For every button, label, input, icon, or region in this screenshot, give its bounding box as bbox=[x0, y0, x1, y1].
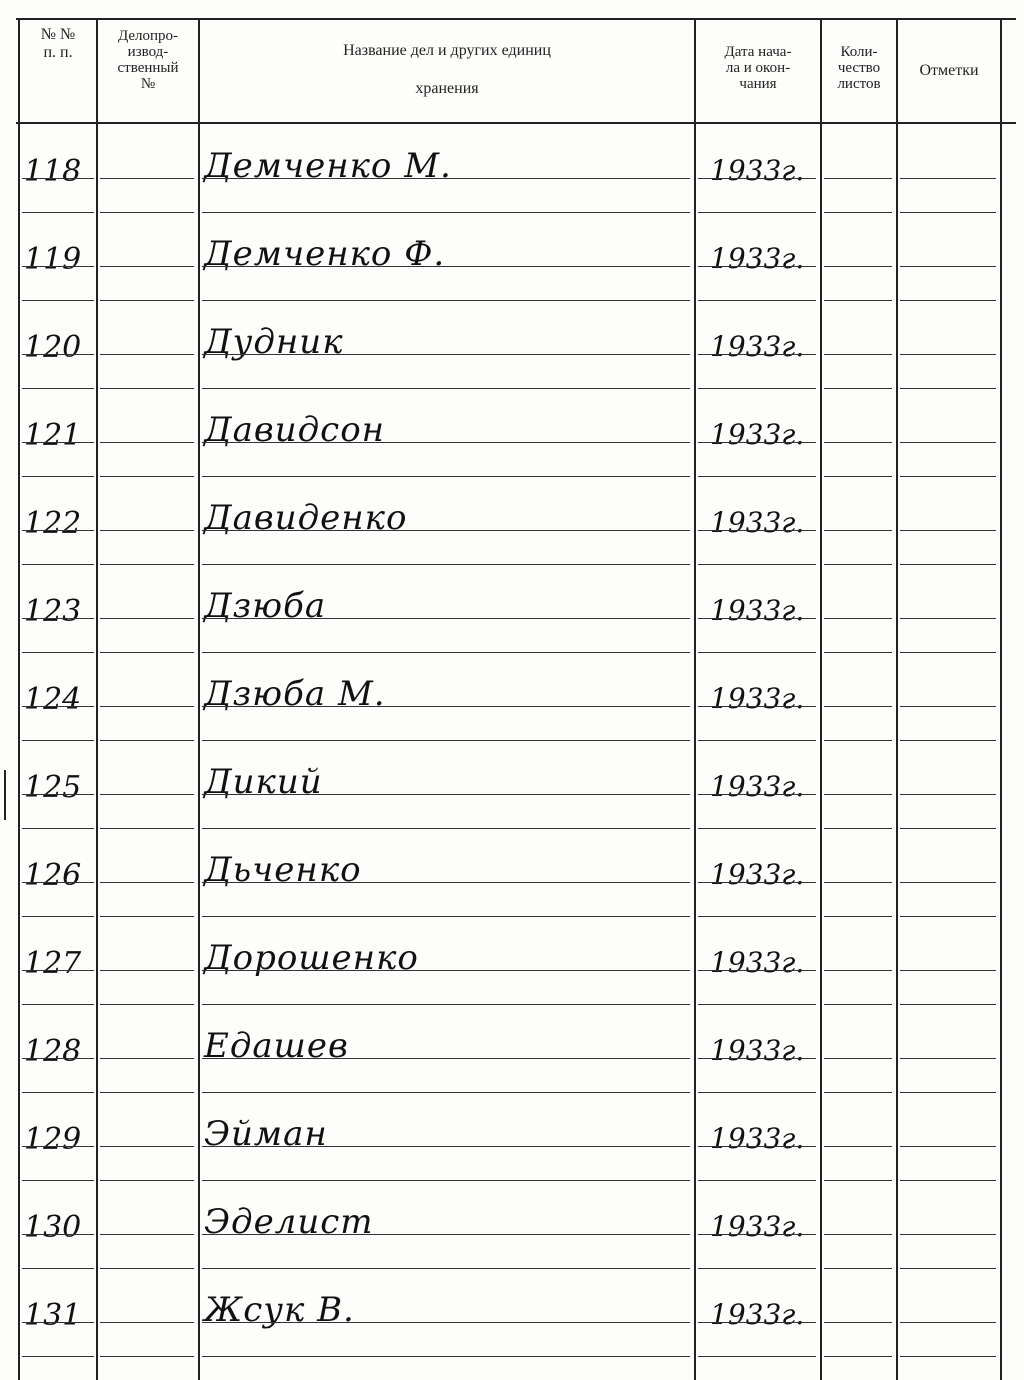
table-row bbox=[0, 918, 1024, 1006]
header-office-line4: № bbox=[140, 76, 156, 92]
row-underline bbox=[824, 1234, 892, 1235]
row-separator bbox=[900, 828, 996, 829]
row-separator bbox=[100, 1180, 194, 1181]
row-separator bbox=[824, 388, 892, 389]
header-sheets-line1: Коли- bbox=[840, 44, 878, 60]
header-num-line2: п. п. bbox=[43, 44, 73, 61]
row-separator bbox=[22, 1180, 94, 1181]
row-separator bbox=[100, 212, 194, 213]
row-underline bbox=[824, 266, 892, 267]
header-office-number bbox=[98, 28, 198, 92]
header-dates bbox=[696, 44, 820, 92]
row-separator bbox=[698, 1356, 816, 1357]
row-separator bbox=[22, 212, 94, 213]
table-row bbox=[0, 830, 1024, 918]
row-name: Эделист bbox=[204, 1202, 374, 1242]
header-num-line1: № № bbox=[40, 26, 76, 43]
row-underline bbox=[824, 618, 892, 619]
row-underline bbox=[824, 530, 892, 531]
row-date: 1933г. bbox=[710, 1122, 805, 1155]
row-number: 131 bbox=[24, 1298, 82, 1333]
row-separator bbox=[824, 828, 892, 829]
row-separator bbox=[202, 476, 690, 477]
row-separator bbox=[22, 1268, 94, 1269]
row-separator bbox=[900, 476, 996, 477]
row-separator bbox=[824, 1268, 892, 1269]
row-name: Дзюба bbox=[204, 586, 327, 626]
row-underline bbox=[22, 970, 94, 971]
header-sheets-line2: чество bbox=[837, 60, 881, 76]
row-underline bbox=[202, 618, 690, 619]
row-underline bbox=[900, 442, 996, 443]
row-underline bbox=[202, 1322, 690, 1323]
row-underline bbox=[698, 178, 816, 179]
row-underline bbox=[698, 1058, 816, 1059]
row-underline bbox=[824, 1322, 892, 1323]
row-name: Дьченко bbox=[204, 850, 362, 890]
row-separator bbox=[824, 300, 892, 301]
row-underline bbox=[202, 882, 690, 883]
row-underline bbox=[900, 530, 996, 531]
table-row bbox=[0, 566, 1024, 654]
row-underline bbox=[698, 442, 816, 443]
row-separator bbox=[900, 1004, 996, 1005]
row-separator bbox=[900, 1092, 996, 1093]
row-number: 124 bbox=[24, 682, 82, 717]
header-sheets bbox=[822, 44, 896, 92]
row-separator bbox=[22, 1004, 94, 1005]
row-name: Едашев bbox=[204, 1026, 349, 1066]
row-separator bbox=[698, 300, 816, 301]
row-underline bbox=[698, 1234, 816, 1235]
row-separator bbox=[202, 652, 690, 653]
row-underline bbox=[698, 1322, 816, 1323]
header-title-line1: Название дел и других единиц bbox=[343, 42, 551, 59]
row-number: 119 bbox=[24, 242, 82, 277]
row-separator bbox=[202, 388, 690, 389]
row-separator bbox=[824, 1180, 892, 1181]
header-dates-line3: чания bbox=[739, 76, 777, 92]
row-underline bbox=[22, 530, 94, 531]
row-separator bbox=[698, 564, 816, 565]
row-separator bbox=[202, 740, 690, 741]
row-underline bbox=[824, 706, 892, 707]
row-separator bbox=[698, 212, 816, 213]
header-dates-line1: Дата нача- bbox=[724, 44, 792, 60]
row-underline bbox=[900, 706, 996, 707]
row-separator bbox=[698, 476, 816, 477]
row-separator bbox=[202, 916, 690, 917]
row-underline bbox=[900, 1322, 996, 1323]
row-separator bbox=[100, 1004, 194, 1005]
table-row bbox=[0, 742, 1024, 830]
row-separator bbox=[900, 388, 996, 389]
row-separator bbox=[900, 1356, 996, 1357]
row-separator bbox=[100, 1092, 194, 1093]
row-separator bbox=[202, 300, 690, 301]
table-row bbox=[0, 126, 1024, 214]
row-underline bbox=[824, 354, 892, 355]
row-number: 126 bbox=[24, 858, 82, 893]
row-separator bbox=[900, 916, 996, 917]
row-separator bbox=[100, 476, 194, 477]
row-date: 1933г. bbox=[710, 682, 805, 715]
row-underline bbox=[22, 1234, 94, 1235]
row-underline bbox=[100, 178, 194, 179]
row-underline bbox=[698, 530, 816, 531]
row-underline bbox=[202, 178, 690, 179]
row-underline bbox=[824, 970, 892, 971]
row-date: 1933г. bbox=[710, 1298, 805, 1331]
row-name: Жсук В. bbox=[204, 1290, 355, 1330]
row-underline bbox=[100, 706, 194, 707]
row-name: Дудник bbox=[204, 322, 344, 362]
row-separator bbox=[900, 564, 996, 565]
row-underline bbox=[100, 266, 194, 267]
row-underline bbox=[22, 706, 94, 707]
header-notes bbox=[898, 62, 1000, 80]
margin-mark bbox=[4, 770, 6, 820]
row-name: Давиденко bbox=[204, 498, 408, 538]
row-name: Демченко М. bbox=[204, 146, 452, 186]
row-date: 1933г. bbox=[710, 418, 805, 451]
row-underline bbox=[698, 706, 816, 707]
row-underline bbox=[698, 970, 816, 971]
header-office-line2: извод- bbox=[127, 44, 169, 60]
table-row bbox=[0, 302, 1024, 390]
row-separator bbox=[900, 212, 996, 213]
row-separator bbox=[824, 564, 892, 565]
row-separator bbox=[22, 1092, 94, 1093]
table-row bbox=[0, 390, 1024, 478]
header-title bbox=[200, 42, 694, 98]
row-separator bbox=[100, 740, 194, 741]
table-row bbox=[0, 654, 1024, 742]
row-date: 1933г. bbox=[710, 858, 805, 891]
row-separator bbox=[202, 1004, 690, 1005]
row-underline bbox=[202, 1146, 690, 1147]
row-name: Дзюба М. bbox=[204, 674, 386, 714]
row-underline bbox=[22, 1146, 94, 1147]
row-separator bbox=[824, 740, 892, 741]
row-underline bbox=[824, 1146, 892, 1147]
row-underline bbox=[698, 794, 816, 795]
row-separator bbox=[100, 300, 194, 301]
row-separator bbox=[202, 212, 690, 213]
row-separator bbox=[100, 1268, 194, 1269]
row-separator bbox=[100, 916, 194, 917]
row-number: 128 bbox=[24, 1034, 82, 1069]
row-underline bbox=[900, 794, 996, 795]
row-underline bbox=[698, 354, 816, 355]
row-underline bbox=[824, 442, 892, 443]
table-row bbox=[0, 1094, 1024, 1182]
row-number: 122 bbox=[24, 506, 82, 541]
row-separator bbox=[202, 1092, 690, 1093]
row-number: 123 bbox=[24, 594, 82, 629]
row-separator bbox=[202, 1180, 690, 1181]
row-name: Демченко Ф. bbox=[204, 234, 446, 274]
row-underline bbox=[22, 882, 94, 883]
row-separator bbox=[22, 300, 94, 301]
row-separator bbox=[824, 1004, 892, 1005]
row-underline bbox=[22, 1058, 94, 1059]
table-top-border bbox=[16, 18, 1016, 20]
header-num bbox=[20, 26, 96, 62]
row-number: 120 bbox=[24, 330, 82, 365]
row-underline bbox=[100, 1146, 194, 1147]
row-underline bbox=[698, 618, 816, 619]
row-separator bbox=[824, 1356, 892, 1357]
row-date: 1933г. bbox=[710, 1210, 805, 1243]
row-underline bbox=[900, 1058, 996, 1059]
row-underline bbox=[100, 1322, 194, 1323]
row-underline bbox=[22, 354, 94, 355]
row-underline bbox=[22, 178, 94, 179]
row-separator bbox=[824, 476, 892, 477]
row-separator bbox=[824, 212, 892, 213]
row-underline bbox=[698, 1146, 816, 1147]
row-number: 130 bbox=[24, 1210, 82, 1245]
row-date: 1933г. bbox=[710, 1034, 805, 1067]
header-notes-text: Отметки bbox=[919, 62, 979, 79]
row-underline bbox=[202, 794, 690, 795]
row-separator bbox=[698, 828, 816, 829]
row-separator bbox=[698, 916, 816, 917]
row-separator bbox=[22, 564, 94, 565]
row-underline bbox=[100, 530, 194, 531]
row-separator bbox=[698, 1180, 816, 1181]
header-office-line1: Делопро- bbox=[117, 28, 179, 44]
row-underline bbox=[202, 1234, 690, 1235]
row-underline bbox=[900, 354, 996, 355]
table-row bbox=[0, 1006, 1024, 1094]
row-separator bbox=[900, 1180, 996, 1181]
row-separator bbox=[22, 740, 94, 741]
row-separator bbox=[22, 1356, 94, 1357]
row-underline bbox=[900, 178, 996, 179]
row-separator bbox=[900, 740, 996, 741]
row-date: 1933г. bbox=[710, 594, 805, 627]
row-name: Дикий bbox=[204, 762, 323, 802]
row-separator bbox=[100, 1356, 194, 1357]
table-row bbox=[0, 214, 1024, 302]
row-number: 127 bbox=[24, 946, 82, 981]
row-name: Давидсон bbox=[204, 410, 386, 450]
row-separator bbox=[698, 1268, 816, 1269]
row-separator bbox=[698, 1092, 816, 1093]
row-name: Дорошенко bbox=[204, 938, 419, 978]
row-underline bbox=[900, 882, 996, 883]
row-underline bbox=[100, 882, 194, 883]
table-row bbox=[0, 478, 1024, 566]
row-separator bbox=[824, 652, 892, 653]
row-underline bbox=[698, 266, 816, 267]
row-separator bbox=[100, 652, 194, 653]
row-date: 1933г. bbox=[710, 330, 805, 363]
row-underline bbox=[100, 1234, 194, 1235]
row-date: 1933г. bbox=[710, 242, 805, 275]
row-underline bbox=[900, 618, 996, 619]
row-underline bbox=[900, 1146, 996, 1147]
row-separator bbox=[202, 1268, 690, 1269]
table-row bbox=[0, 1182, 1024, 1270]
row-underline bbox=[202, 266, 690, 267]
row-separator bbox=[824, 1092, 892, 1093]
row-underline bbox=[202, 970, 690, 971]
row-underline bbox=[202, 354, 690, 355]
row-separator bbox=[22, 652, 94, 653]
row-separator bbox=[900, 300, 996, 301]
row-separator bbox=[22, 916, 94, 917]
row-date: 1933г. bbox=[710, 946, 805, 979]
row-underline bbox=[698, 882, 816, 883]
row-underline bbox=[824, 794, 892, 795]
row-underline bbox=[22, 618, 94, 619]
row-underline bbox=[824, 882, 892, 883]
row-separator bbox=[698, 652, 816, 653]
row-underline bbox=[22, 442, 94, 443]
row-separator bbox=[100, 388, 194, 389]
row-date: 1933г. bbox=[710, 770, 805, 803]
row-date: 1933г. bbox=[710, 154, 805, 187]
row-separator bbox=[22, 388, 94, 389]
row-separator bbox=[202, 564, 690, 565]
row-underline bbox=[100, 618, 194, 619]
row-underline bbox=[824, 178, 892, 179]
row-separator bbox=[202, 828, 690, 829]
row-underline bbox=[202, 1058, 690, 1059]
row-number: 129 bbox=[24, 1122, 82, 1157]
row-underline bbox=[900, 1234, 996, 1235]
header-bottom-border bbox=[16, 122, 1016, 124]
row-underline bbox=[824, 1058, 892, 1059]
row-underline bbox=[900, 970, 996, 971]
row-separator bbox=[202, 1356, 690, 1357]
row-underline bbox=[202, 530, 690, 531]
row-underline bbox=[100, 794, 194, 795]
row-underline bbox=[22, 1322, 94, 1323]
row-separator bbox=[698, 1004, 816, 1005]
row-separator bbox=[698, 388, 816, 389]
row-separator bbox=[824, 916, 892, 917]
row-number: 121 bbox=[24, 418, 82, 453]
row-underline bbox=[22, 266, 94, 267]
header-office-line3: ственный bbox=[117, 60, 179, 76]
row-underline bbox=[202, 706, 690, 707]
row-underline bbox=[100, 1058, 194, 1059]
header-title-line2: хранения bbox=[415, 80, 479, 97]
row-underline bbox=[900, 266, 996, 267]
row-underline bbox=[22, 794, 94, 795]
header-dates-line2: ла и окон- bbox=[725, 60, 791, 76]
row-separator bbox=[22, 476, 94, 477]
row-separator bbox=[22, 828, 94, 829]
row-date: 1933г. bbox=[710, 506, 805, 539]
row-separator bbox=[900, 1268, 996, 1269]
row-underline bbox=[100, 970, 194, 971]
row-separator bbox=[900, 652, 996, 653]
row-underline bbox=[100, 354, 194, 355]
row-separator bbox=[100, 564, 194, 565]
row-number: 125 bbox=[24, 770, 82, 805]
header-sheets-line3: листов bbox=[837, 76, 881, 92]
row-underline bbox=[100, 442, 194, 443]
row-number: 118 bbox=[24, 154, 82, 189]
row-name: Эйман bbox=[204, 1114, 328, 1154]
row-separator bbox=[100, 828, 194, 829]
row-underline bbox=[202, 442, 690, 443]
row-separator bbox=[698, 740, 816, 741]
table-row bbox=[0, 1270, 1024, 1358]
